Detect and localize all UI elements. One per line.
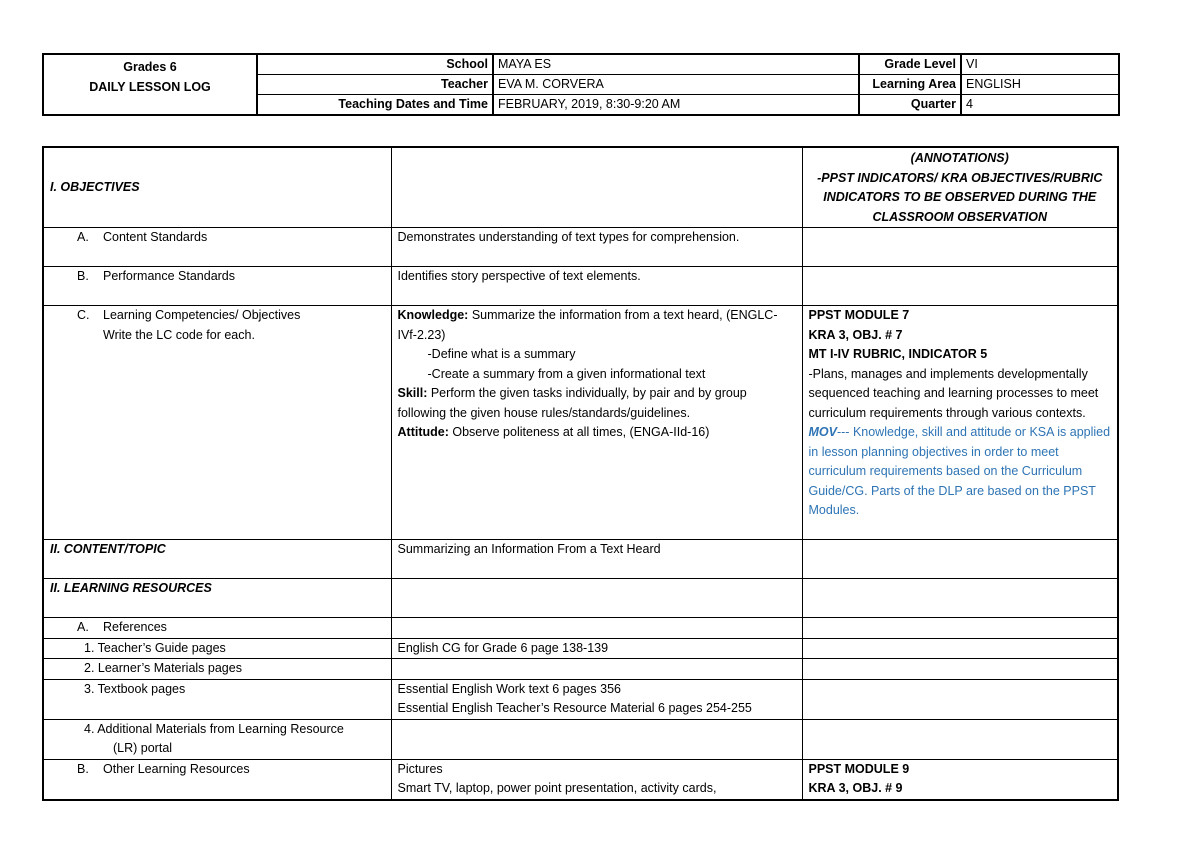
- knowledge-label: Knowledge:: [397, 308, 469, 322]
- other-resources-letter: B.: [77, 761, 89, 776]
- skill-text: Perform the given tasks individually, by pair and by group following the given house rules/standards/guidelines.: [397, 386, 747, 420]
- references-letter: A.: [77, 620, 89, 634]
- learners-materials-row: [43, 659, 1118, 680]
- learning-competencies-letter: C.: [77, 308, 90, 322]
- knowledge-objective: [398, 306, 796, 345]
- other-resources-annotation: [802, 759, 1118, 800]
- ppst-module-9: PPST MODULE 9: [808, 761, 910, 776]
- knowledge-sub-2: -Create a summary from a given informational text: [427, 366, 706, 381]
- references-annotation: [802, 618, 1118, 639]
- textbook-pages-label: 3. Textbook pages: [43, 679, 391, 719]
- objectives-empty-cell: [391, 147, 802, 228]
- other-resources-label-cell: [43, 759, 391, 800]
- learning-resources-annotation: [802, 579, 1118, 618]
- school-value: MAYA ES: [494, 55, 859, 74]
- kra-3-obj-9: KRA 3, OBJ. # 9: [808, 781, 903, 795]
- knowledge-sub-1: -Define what is a summary: [427, 347, 576, 361]
- header-table: [42, 53, 1120, 116]
- annotation-description: -Plans, manages and implements developmentally sequenced teaching and learning processes to meet curriculum requirements through various contexts.: [808, 366, 1099, 420]
- annotations-line-3: CLASSROOM OBSERVATION: [872, 209, 1048, 224]
- learning-competencies-sublabel: Write the LC code for each.: [103, 327, 255, 342]
- performance-standards-row: [43, 267, 1118, 306]
- teacher-cell: [493, 75, 961, 95]
- objectives-heading-row: [43, 147, 1118, 228]
- learning-competencies-label-cell: [43, 306, 391, 540]
- references-label: References: [103, 620, 167, 634]
- other-resources-pictures: Pictures: [397, 761, 443, 776]
- learners-materials-value: [391, 659, 802, 680]
- textbook-pages-value: [391, 679, 802, 719]
- teachers-guide-row: [43, 638, 1118, 659]
- quarter-label: Quarter: [910, 97, 956, 111]
- performance-standards-letter: B.: [77, 269, 89, 283]
- knowledge-text: Summarize the information from a text heard, (ENGLC-IVf-2.23): [397, 308, 778, 342]
- mov-label: MOV: [808, 425, 837, 439]
- content-topic-row: [43, 540, 1118, 579]
- grade-level-value: VI: [961, 54, 1119, 75]
- performance-standards-annotation: [802, 267, 1118, 306]
- learning-area-value: ENGLISH: [961, 75, 1119, 95]
- kra-3-obj-7: KRA 3, OBJ. # 7: [808, 327, 903, 342]
- objectives-heading: I. OBJECTIVES: [43, 147, 391, 228]
- performance-standards-label: Performance Standards: [103, 269, 236, 283]
- references-label-cell: [43, 618, 391, 639]
- learning-area-label: Learning Area: [872, 77, 956, 91]
- content-topic-annotation: [802, 540, 1118, 579]
- textbook-pages-row: [43, 679, 1118, 719]
- other-resources-equipment: Smart TV, laptop, power point presentation, activity cards,: [397, 781, 717, 795]
- content-standards-value: Demonstrates understanding of text types for comprehension.: [391, 228, 802, 267]
- teachers-guide-label: 1. Teacher’s Guide pages: [43, 638, 391, 659]
- other-resources-row: [43, 759, 1118, 800]
- content-topic-value: Summarizing an Information From a Text Heard: [391, 540, 802, 579]
- content-topic-heading: II. CONTENT/TOPIC: [50, 542, 166, 556]
- learning-resources-row: [43, 579, 1118, 618]
- annotations-title: (ANNOTATIONS): [910, 151, 1009, 165]
- learners-materials-annotation: [802, 659, 1118, 680]
- teachers-guide-annotation: [802, 638, 1118, 659]
- learning-competencies-row: [43, 306, 1118, 540]
- mov-annotation: [809, 423, 1112, 521]
- textbook-resource-material: Essential English Teacher’s Resource Material 6 pages 254-255: [397, 701, 752, 715]
- grade-title: Grades 6: [123, 60, 177, 74]
- lesson-log-title: [43, 54, 257, 115]
- skill-label: Skill:: [397, 386, 428, 400]
- attitude-text: Observe politeness at all times, (ENGA-IId-16): [448, 425, 710, 439]
- attitude-label: Attitude:: [397, 425, 449, 439]
- mov-text: --- Knowledge, skill and attitude or KSA is applied in lesson planning objectives in order to meet curriculum requirements based on the Curriculum Guide/CG. Parts of the DLP are based on the PPST Modules.: [808, 425, 1111, 517]
- quarter-value: 4: [961, 95, 1119, 116]
- content-topic-heading-cell: [43, 540, 391, 579]
- performance-standards-value: Identifies story perspective of text elements.: [391, 267, 802, 306]
- dates-label: Teaching Dates and Time: [257, 95, 493, 116]
- dates-cell: [493, 95, 961, 116]
- attitude-objective: [398, 423, 796, 443]
- grade-level-label: Grade Level: [884, 57, 956, 71]
- textbook-pages-annotation: [802, 679, 1118, 719]
- content-standards-letter: A.: [77, 230, 89, 244]
- skill-objective: [398, 384, 796, 423]
- annotations-header: [802, 147, 1118, 228]
- content-standards-annotation: [802, 228, 1118, 267]
- school-cell: [493, 54, 961, 75]
- daily-lesson-log-title: DAILY LESSON LOG: [89, 80, 211, 94]
- annotations-line-2: INDICATORS TO BE OBSERVED DURING THE: [823, 190, 1097, 204]
- additional-materials-line-1: 4. Additional Materials from Learning Resource: [84, 721, 344, 736]
- textbook-worktext: Essential English Work text 6 pages 356: [397, 681, 622, 696]
- additional-materials-label: [43, 719, 391, 759]
- content-standards-label-cell: [43, 228, 391, 267]
- content-standards-row: [43, 228, 1118, 267]
- additional-materials-line-2: (LR) portal: [113, 741, 173, 755]
- ppst-module-7: PPST MODULE 7: [808, 308, 910, 322]
- learning-resources-value: [391, 579, 802, 618]
- header-row-1: [43, 54, 1119, 75]
- learning-resources-heading: II. LEARNING RESOURCES: [50, 581, 212, 595]
- teachers-guide-value: English CG for Grade 6 page 138-139: [391, 638, 802, 659]
- additional-materials-value: [391, 719, 802, 759]
- learning-resources-heading-cell: [43, 579, 391, 618]
- teacher-value: EVA M. CORVERA: [494, 75, 859, 94]
- references-value: [391, 618, 802, 639]
- mt-rubric-indicator-5: MT I-IV RUBRIC, INDICATOR 5: [808, 347, 988, 361]
- learning-competencies-label: Learning Competencies/ Objectives: [103, 308, 301, 322]
- learning-competencies-annotation: [802, 306, 1118, 540]
- lesson-plan-table: [42, 146, 1119, 801]
- additional-materials-annotation: [802, 719, 1118, 759]
- learning-competencies-value: [391, 306, 802, 540]
- content-standards-label: Content Standards: [103, 230, 208, 244]
- teacher-label: Teacher: [257, 75, 493, 95]
- annotations-line-1: -PPST INDICATORS/ KRA OBJECTIVES/RUBRIC: [817, 170, 1103, 185]
- other-resources-value: [391, 759, 802, 800]
- performance-standards-label-cell: [43, 267, 391, 306]
- school-label: School: [257, 54, 493, 75]
- other-resources-label: Other Learning Resources: [103, 761, 250, 776]
- references-row: [43, 618, 1118, 639]
- additional-materials-row: [43, 719, 1118, 759]
- learners-materials-label: 2. Learner’s Materials pages: [43, 659, 391, 680]
- dates-value: FEBRUARY, 2019, 8:30-9:20 AM: [494, 95, 859, 114]
